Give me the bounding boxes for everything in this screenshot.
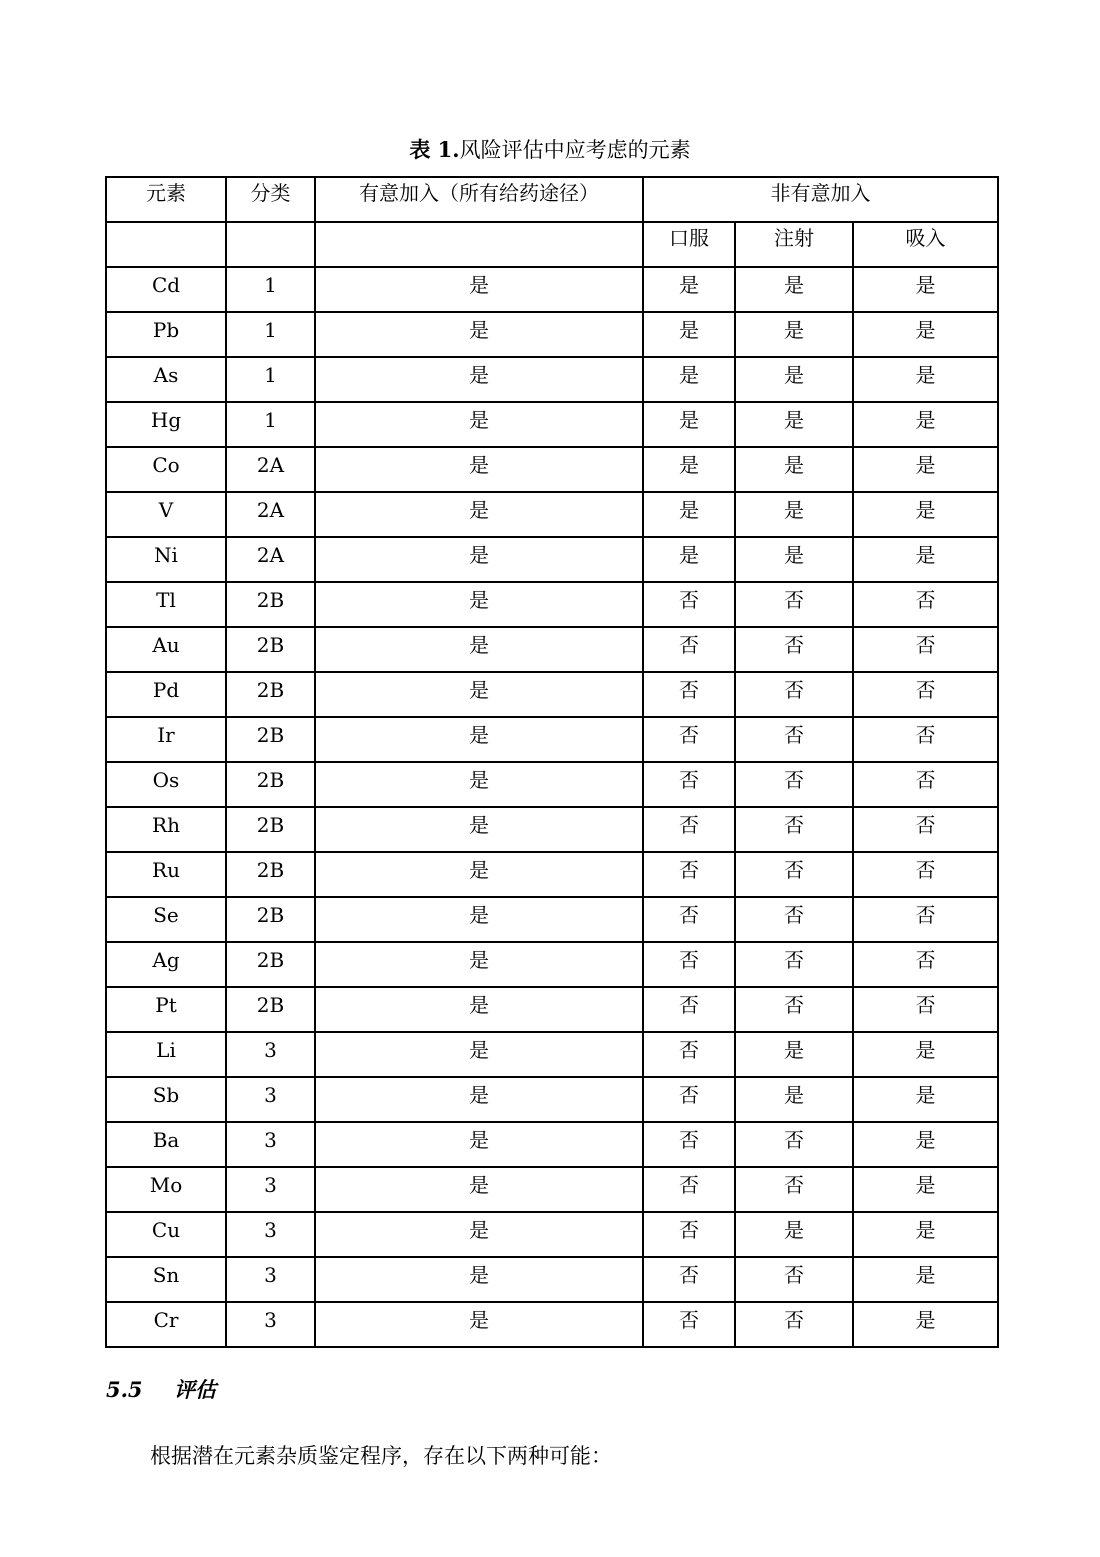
cell-element: Tl — [106, 582, 226, 627]
cell-inhalation: 是 — [853, 1212, 998, 1257]
cell-parenteral: 是 — [735, 267, 853, 312]
section-number: 5.5 — [106, 1377, 143, 1402]
section-heading — [106, 1374, 216, 1404]
table-row — [106, 402, 998, 447]
cell-element: Hg — [106, 402, 226, 447]
cell-element: Sn — [106, 1257, 226, 1302]
table-row — [106, 1212, 998, 1257]
cell-parenteral: 是 — [735, 492, 853, 537]
cell-intentional: 是 — [315, 1302, 643, 1347]
cell-inhalation: 否 — [853, 852, 998, 897]
cell-intentional: 是 — [315, 852, 643, 897]
cell-inhalation: 是 — [853, 402, 998, 447]
cell-oral: 是 — [643, 537, 735, 582]
cell-element: Ni — [106, 537, 226, 582]
cell-element: Co — [106, 447, 226, 492]
cell-inhalation: 否 — [853, 807, 998, 852]
cell-parenteral: 否 — [735, 1122, 853, 1167]
cell-inhalation: 是 — [853, 537, 998, 582]
cell-intentional: 是 — [315, 672, 643, 717]
cell-class: 1 — [226, 357, 315, 402]
cell-element: As — [106, 357, 226, 402]
cell-parenteral: 否 — [735, 1302, 853, 1347]
table-row — [106, 987, 998, 1032]
cell-element: Se — [106, 897, 226, 942]
cell-element: Pd — [106, 672, 226, 717]
cell-oral: 否 — [643, 1032, 735, 1077]
header-class: 分类 — [226, 177, 315, 222]
header-unintentional: 非有意加入 — [643, 177, 998, 222]
cell-inhalation: 否 — [853, 717, 998, 762]
cell-intentional: 是 — [315, 1032, 643, 1077]
header-intentional: 有意加入（所有给药途径） — [315, 177, 643, 222]
cell-parenteral: 是 — [735, 447, 853, 492]
cell-intentional: 是 — [315, 402, 643, 447]
cell-parenteral: 是 — [735, 312, 853, 357]
cell-element: Pb — [106, 312, 226, 357]
cell-intentional: 是 — [315, 627, 643, 672]
cell-intentional: 是 — [315, 1122, 643, 1167]
cell-element: Au — [106, 627, 226, 672]
cell-parenteral: 是 — [735, 402, 853, 447]
cell-class: 3 — [226, 1167, 315, 1212]
cell-parenteral: 否 — [735, 717, 853, 762]
cell-oral: 是 — [643, 402, 735, 447]
cell-oral: 是 — [643, 312, 735, 357]
cell-inhalation: 是 — [853, 1032, 998, 1077]
cell-oral: 否 — [643, 1257, 735, 1302]
elements-risk-table — [105, 176, 999, 1348]
table-row — [106, 1257, 998, 1302]
cell-parenteral: 否 — [735, 762, 853, 807]
cell-oral: 否 — [643, 807, 735, 852]
table-row — [106, 312, 998, 357]
cell-intentional: 是 — [315, 1257, 643, 1302]
table-row — [106, 1077, 998, 1122]
cell-intentional: 是 — [315, 357, 643, 402]
cell-element: Ba — [106, 1122, 226, 1167]
cell-parenteral: 是 — [735, 1212, 853, 1257]
cell-oral: 否 — [643, 1167, 735, 1212]
cell-class: 2A — [226, 447, 315, 492]
cell-intentional: 是 — [315, 942, 643, 987]
table-row — [106, 537, 998, 582]
cell-oral: 否 — [643, 1077, 735, 1122]
subheader-oral: 口服 — [643, 222, 735, 267]
cell-intentional: 是 — [315, 1077, 643, 1122]
cell-class: 1 — [226, 312, 315, 357]
cell-inhalation: 否 — [853, 627, 998, 672]
cell-element: Ag — [106, 942, 226, 987]
cell-inhalation: 否 — [853, 942, 998, 987]
cell-class: 2B — [226, 942, 315, 987]
table-row — [106, 807, 998, 852]
table-row — [106, 492, 998, 537]
subheader-empty-1 — [106, 222, 226, 267]
cell-element: V — [106, 492, 226, 537]
cell-inhalation: 否 — [853, 987, 998, 1032]
subheader-empty-3 — [315, 222, 643, 267]
cell-oral: 否 — [643, 897, 735, 942]
cell-class: 3 — [226, 1077, 315, 1122]
table-row — [106, 627, 998, 672]
table-row — [106, 447, 998, 492]
cell-oral: 否 — [643, 672, 735, 717]
cell-class: 1 — [226, 267, 315, 312]
body-paragraph: 根据潜在元素杂质鉴定程序，存在以下两种可能： — [150, 1444, 612, 1468]
cell-oral: 否 — [643, 627, 735, 672]
cell-parenteral: 否 — [735, 672, 853, 717]
cell-parenteral: 否 — [735, 627, 853, 672]
cell-inhalation: 是 — [853, 1257, 998, 1302]
cell-parenteral: 是 — [735, 357, 853, 402]
cell-parenteral: 否 — [735, 1167, 853, 1212]
cell-class: 2B — [226, 897, 315, 942]
cell-inhalation: 是 — [853, 1167, 998, 1212]
table-row — [106, 852, 998, 897]
cell-class: 2B — [226, 582, 315, 627]
cell-inhalation: 否 — [853, 582, 998, 627]
cell-inhalation: 是 — [853, 312, 998, 357]
cell-oral: 否 — [643, 852, 735, 897]
cell-element: Cr — [106, 1302, 226, 1347]
cell-inhalation: 否 — [853, 672, 998, 717]
cell-element: Ru — [106, 852, 226, 897]
cell-parenteral: 否 — [735, 987, 853, 1032]
cell-parenteral: 是 — [735, 1077, 853, 1122]
cell-inhalation: 是 — [853, 1302, 998, 1347]
cell-intentional: 是 — [315, 537, 643, 582]
cell-intentional: 是 — [315, 447, 643, 492]
section-title: 评估 — [174, 1377, 216, 1402]
table-subheader-row — [106, 222, 998, 267]
cell-oral: 是 — [643, 492, 735, 537]
cell-parenteral: 否 — [735, 1257, 853, 1302]
cell-element: Ir — [106, 717, 226, 762]
cell-oral: 否 — [643, 1212, 735, 1257]
table-row — [106, 1032, 998, 1077]
cell-inhalation: 否 — [853, 897, 998, 942]
cell-element: Pt — [106, 987, 226, 1032]
cell-intentional: 是 — [315, 807, 643, 852]
cell-intentional: 是 — [315, 267, 643, 312]
table-caption-number: 表 1. — [409, 137, 460, 162]
cell-oral: 否 — [643, 582, 735, 627]
table-row — [106, 897, 998, 942]
subheader-empty-2 — [226, 222, 315, 267]
table-row — [106, 267, 998, 312]
cell-element: Cu — [106, 1212, 226, 1257]
cell-class: 2B — [226, 762, 315, 807]
cell-inhalation: 是 — [853, 1077, 998, 1122]
cell-parenteral: 否 — [735, 807, 853, 852]
cell-oral: 否 — [643, 717, 735, 762]
cell-element: Sb — [106, 1077, 226, 1122]
cell-class: 2B — [226, 717, 315, 762]
cell-parenteral: 否 — [735, 897, 853, 942]
cell-oral: 否 — [643, 1302, 735, 1347]
cell-element: Cd — [106, 267, 226, 312]
table-row — [106, 942, 998, 987]
cell-inhalation: 是 — [853, 357, 998, 402]
subheader-parenteral: 注射 — [735, 222, 853, 267]
cell-inhalation: 是 — [853, 267, 998, 312]
cell-parenteral: 是 — [735, 537, 853, 582]
subheader-inhalation: 吸入 — [853, 222, 998, 267]
cell-class: 2A — [226, 537, 315, 582]
cell-class: 3 — [226, 1122, 315, 1167]
cell-inhalation: 是 — [853, 1122, 998, 1167]
cell-oral: 否 — [643, 762, 735, 807]
cell-inhalation: 是 — [853, 447, 998, 492]
cell-class: 2A — [226, 492, 315, 537]
cell-intentional: 是 — [315, 582, 643, 627]
table-row — [106, 1167, 998, 1212]
cell-parenteral: 否 — [735, 942, 853, 987]
cell-class: 3 — [226, 1212, 315, 1257]
cell-oral: 否 — [643, 987, 735, 1032]
cell-oral: 否 — [643, 942, 735, 987]
cell-inhalation: 否 — [853, 762, 998, 807]
cell-parenteral: 否 — [735, 852, 853, 897]
table-row — [106, 1122, 998, 1167]
cell-element: Rh — [106, 807, 226, 852]
cell-class: 3 — [226, 1257, 315, 1302]
cell-class: 3 — [226, 1302, 315, 1347]
cell-class: 1 — [226, 402, 315, 447]
cell-class: 2B — [226, 987, 315, 1032]
cell-class: 2B — [226, 852, 315, 897]
cell-element: Os — [106, 762, 226, 807]
cell-class: 2B — [226, 627, 315, 672]
table-row — [106, 762, 998, 807]
cell-class: 2B — [226, 672, 315, 717]
table-header-row — [106, 177, 998, 222]
table-caption-text: 风险评估中应考虑的元素 — [459, 138, 691, 162]
table-row — [106, 717, 998, 762]
cell-oral: 是 — [643, 267, 735, 312]
cell-parenteral: 是 — [735, 1032, 853, 1077]
table-row — [106, 582, 998, 627]
table-caption — [0, 134, 1100, 164]
cell-class: 2B — [226, 807, 315, 852]
cell-intentional: 是 — [315, 717, 643, 762]
cell-oral: 是 — [643, 447, 735, 492]
cell-intentional: 是 — [315, 492, 643, 537]
cell-intentional: 是 — [315, 987, 643, 1032]
header-element: 元素 — [106, 177, 226, 222]
cell-intentional: 是 — [315, 1167, 643, 1212]
cell-inhalation: 是 — [853, 492, 998, 537]
table-row — [106, 1302, 998, 1347]
table-row — [106, 357, 998, 402]
cell-parenteral: 否 — [735, 582, 853, 627]
cell-intentional: 是 — [315, 1212, 643, 1257]
cell-class: 3 — [226, 1032, 315, 1077]
cell-oral: 否 — [643, 1122, 735, 1167]
cell-oral: 是 — [643, 357, 735, 402]
table-row — [106, 672, 998, 717]
cell-intentional: 是 — [315, 312, 643, 357]
cell-element: Li — [106, 1032, 226, 1077]
cell-intentional: 是 — [315, 897, 643, 942]
cell-element: Mo — [106, 1167, 226, 1212]
cell-intentional: 是 — [315, 762, 643, 807]
